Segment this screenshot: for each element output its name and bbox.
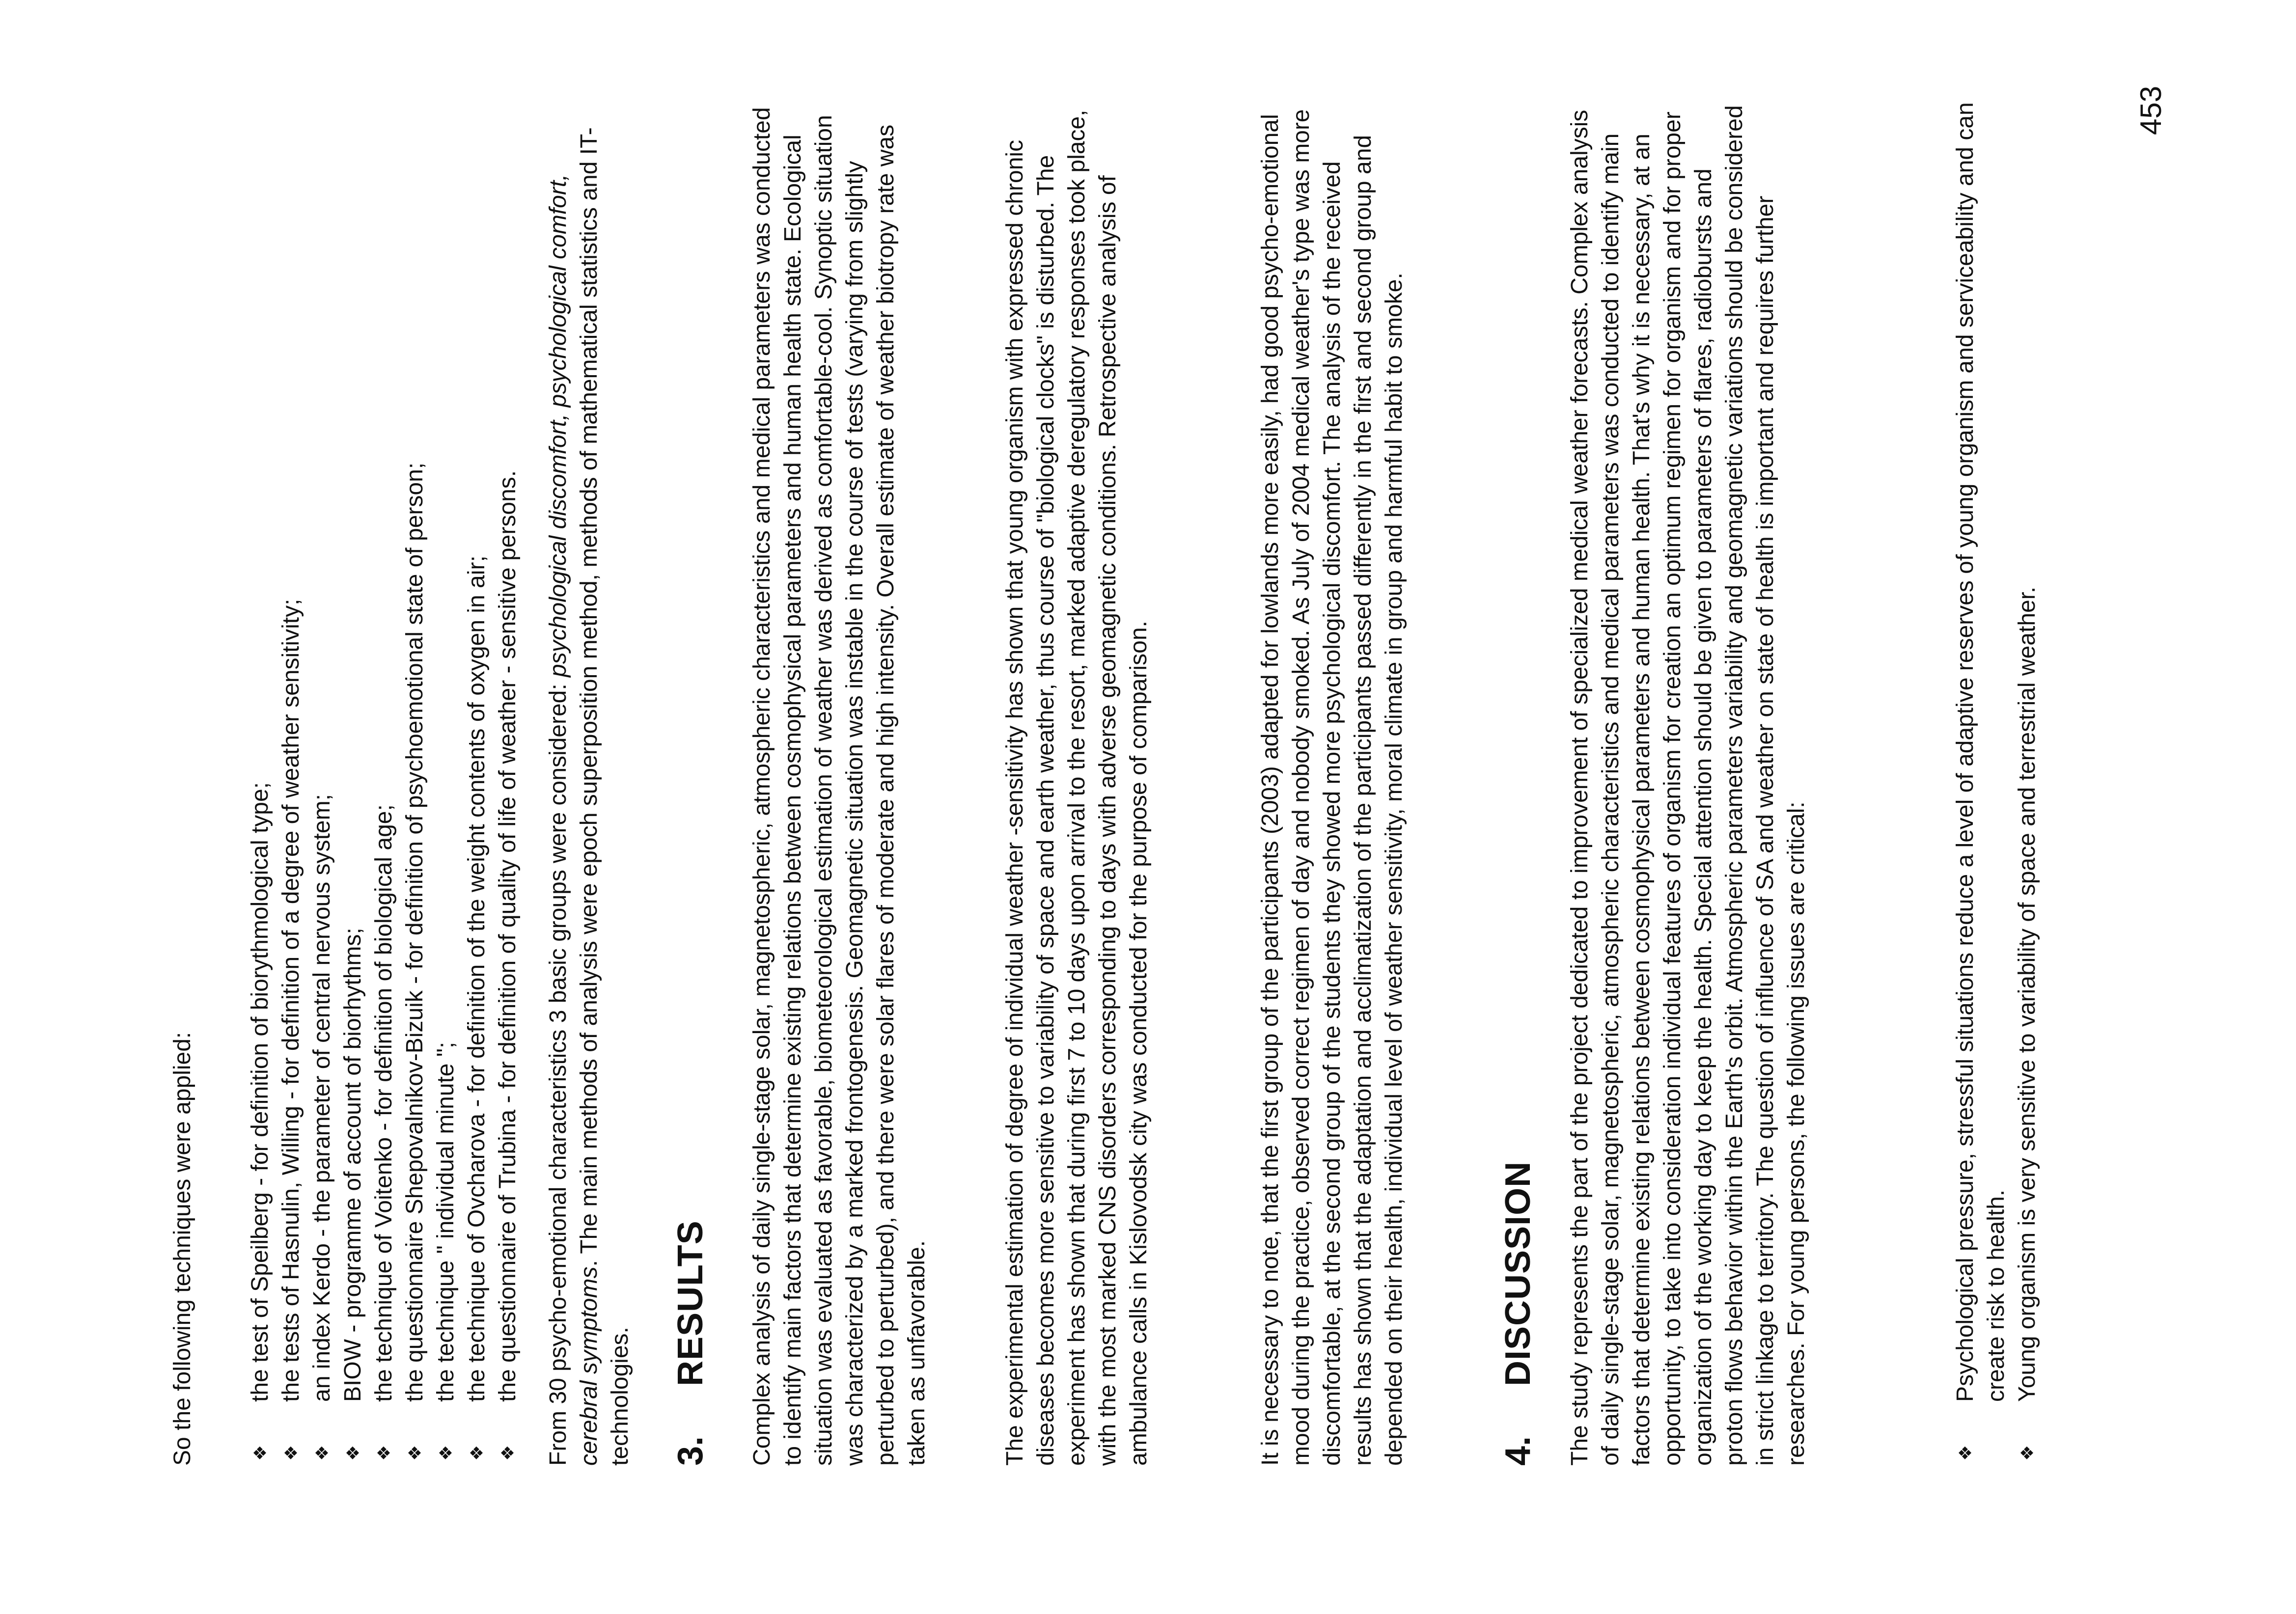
bullet-diamond-icon: ❖ <box>436 1446 456 1461</box>
section-title: DISCUSSION <box>1498 1161 1538 1386</box>
groups-text-before: From 30 psycho-emotional characteristics 3 basic groups were considered: <box>545 677 571 1466</box>
list-item <box>337 101 368 1466</box>
list-item-text: the test of Speilberg - for definition of biorythmological type; <box>247 782 273 1402</box>
list-item-text: the technique of Ovcharova - for definition of the weight contents of oxygen in air; <box>464 555 490 1402</box>
results-paragraph: It is necessary to note, that the first group of the participants (2003) adapted for lowlands more easily, had good psycho-emotional mood during the practice, observed correct regimen of day and nobody smoked. As July of 2004 medical weather's type was more discomfortable, at the second group of the students they showed more psychological discomfort. The analysis of the received results has shown that the adaptation and acclimatization of the participants passed differently in the first and second group and depended on their health, individual level of weather sensitivity, moral climate in group and harmful habit to smoke. <box>1257 109 1407 1466</box>
section-title: RESULTS <box>671 1220 710 1386</box>
list-item <box>1950 101 2012 1466</box>
list-item-text: BIOW - programme of account of biorhythms; <box>340 928 366 1402</box>
bullet-diamond-icon: ❖ <box>405 1446 425 1461</box>
page-number: 453 <box>2134 85 2167 135</box>
discussion-heading <box>1498 1161 1538 1466</box>
list-item-text: Young organism is very sensitive to variability of space and terrestrial weather. <box>2014 586 2040 1402</box>
bullet-diamond-icon: ❖ <box>281 1446 301 1461</box>
list-item-text: an index Kerdo - the parameter of central nervous system; <box>309 794 335 1402</box>
results-paragraph: The experimental estimation of degree of individual weather -sensitivity has shown that young organism with expressed chronic diseases becomes more sensitive to variability of space and earth weather, thus course of "biological clocks" is disturbed. The experiment has shown that during first 7 to 10 days upon arrival to the resort, marked adaptive deregulatory responses took place, with the most marked CNS disorders corresponding to days with adverse geomagnetic conditions. Retrospective analysis of ambulance calls in Kislovodsk city was conducted for the purpose of comparison. <box>1002 109 1152 1466</box>
list-item <box>461 101 492 1466</box>
section-number: 4. <box>1498 1436 1538 1466</box>
bullet-diamond-icon: ❖ <box>343 1446 363 1461</box>
list-item-text: the technique of Voitenko - for definition of biological age; <box>371 804 397 1402</box>
bullet-diamond-icon: ❖ <box>467 1446 487 1461</box>
list-item <box>306 101 337 1466</box>
section-number: 3. <box>671 1436 710 1466</box>
list-item <box>2012 101 2043 1466</box>
document-page <box>167 85 2205 1466</box>
list-item <box>276 101 306 1466</box>
discussion-paragraph: The study represents the part of the project dedicated to improvement of specialized medical weather forecasts. Complex analysis of daily single-stage solar, magnetospheric, atmospheric characteristics and medical parameters was conducted to identify main factors that determine existing relations between cosmophysical parameters and human health. That's why it is necessary, at an opportunity, to take into consideration individual features of organism for creation an optimum regimen for organism and for proper organization of the working day to keep the health. Special attention should be given to parameters of flares, radiobursts and proton flows behavior within the Earth's orbit. Atmospheric parameters variability and geomagnetic variations should be considered in strict linkage to territory. The question of influence of SA and weather on state of health is important and requires further researches. For young persons, the following issues are critical: <box>1567 105 1809 1466</box>
list-item-text: the questionnaire of Trubina - for definition of quality of life of weather - sensitive persons. <box>495 470 521 1402</box>
results-heading <box>671 1220 710 1466</box>
groups-text-after: . The main methods of analysis were epoch superposition method, methods of mathematical statistics and IT-technologies. <box>576 127 633 1466</box>
bullet-diamond-icon: ❖ <box>250 1446 270 1461</box>
list-item-text: the tests of Hasnulin, Willing - for definition of a degree of weather sensitivity; <box>278 599 304 1402</box>
bullet-diamond-icon: ❖ <box>374 1446 394 1461</box>
list-item-text: the technique " individual minute "; <box>433 1041 459 1402</box>
list-item <box>430 101 461 1466</box>
bullet-diamond-icon: ❖ <box>498 1446 518 1461</box>
groups-text-italic: psychological discomfort, psychological comfort, cerebral symptoms <box>545 174 602 1466</box>
list-item <box>368 101 399 1466</box>
results-paragraph: Complex analysis of daily single-stage solar, magnetospheric, atmospheric characteristics and medical parameters was conducted to identify main factors that determine existing relations between cosmophysical parameters and human health state. Ecological situation was evaluated as favorable, biometeorological estimation of weather was derived as comfortable-cool. Synoptic situation was characterized by a marked frontogenesis. Geomagnetic situation was instable in the course of tests (varying from slightly perturbed to perturbed), and there were solar flares of moderate and high intensity. Overall estimate of weather biotropy rate was taken as unfavorable. <box>749 107 930 1466</box>
bullet-diamond-icon: ❖ <box>2017 1446 2037 1461</box>
list-item-text: the questionnaire Shepovalnikov-Bizuik - for definition of psychoemotional state of person; <box>402 462 428 1402</box>
list-item <box>399 101 430 1466</box>
list-item-text: Psychological pressure, stressful situations reduce a level of adaptive reserves of young organism and serviceability and can create risk to health. <box>1952 102 2009 1402</box>
technique-list <box>245 101 523 1466</box>
list-item <box>245 101 276 1466</box>
bullet-diamond-icon: ❖ <box>1955 1446 1975 1461</box>
issues-list <box>1950 101 2043 1466</box>
bullet-diamond-icon: ❖ <box>312 1446 332 1461</box>
techniques-intro: So the following techniques were applied: <box>169 1032 195 1466</box>
groups-paragraph <box>543 101 636 1466</box>
list-item <box>492 101 523 1466</box>
